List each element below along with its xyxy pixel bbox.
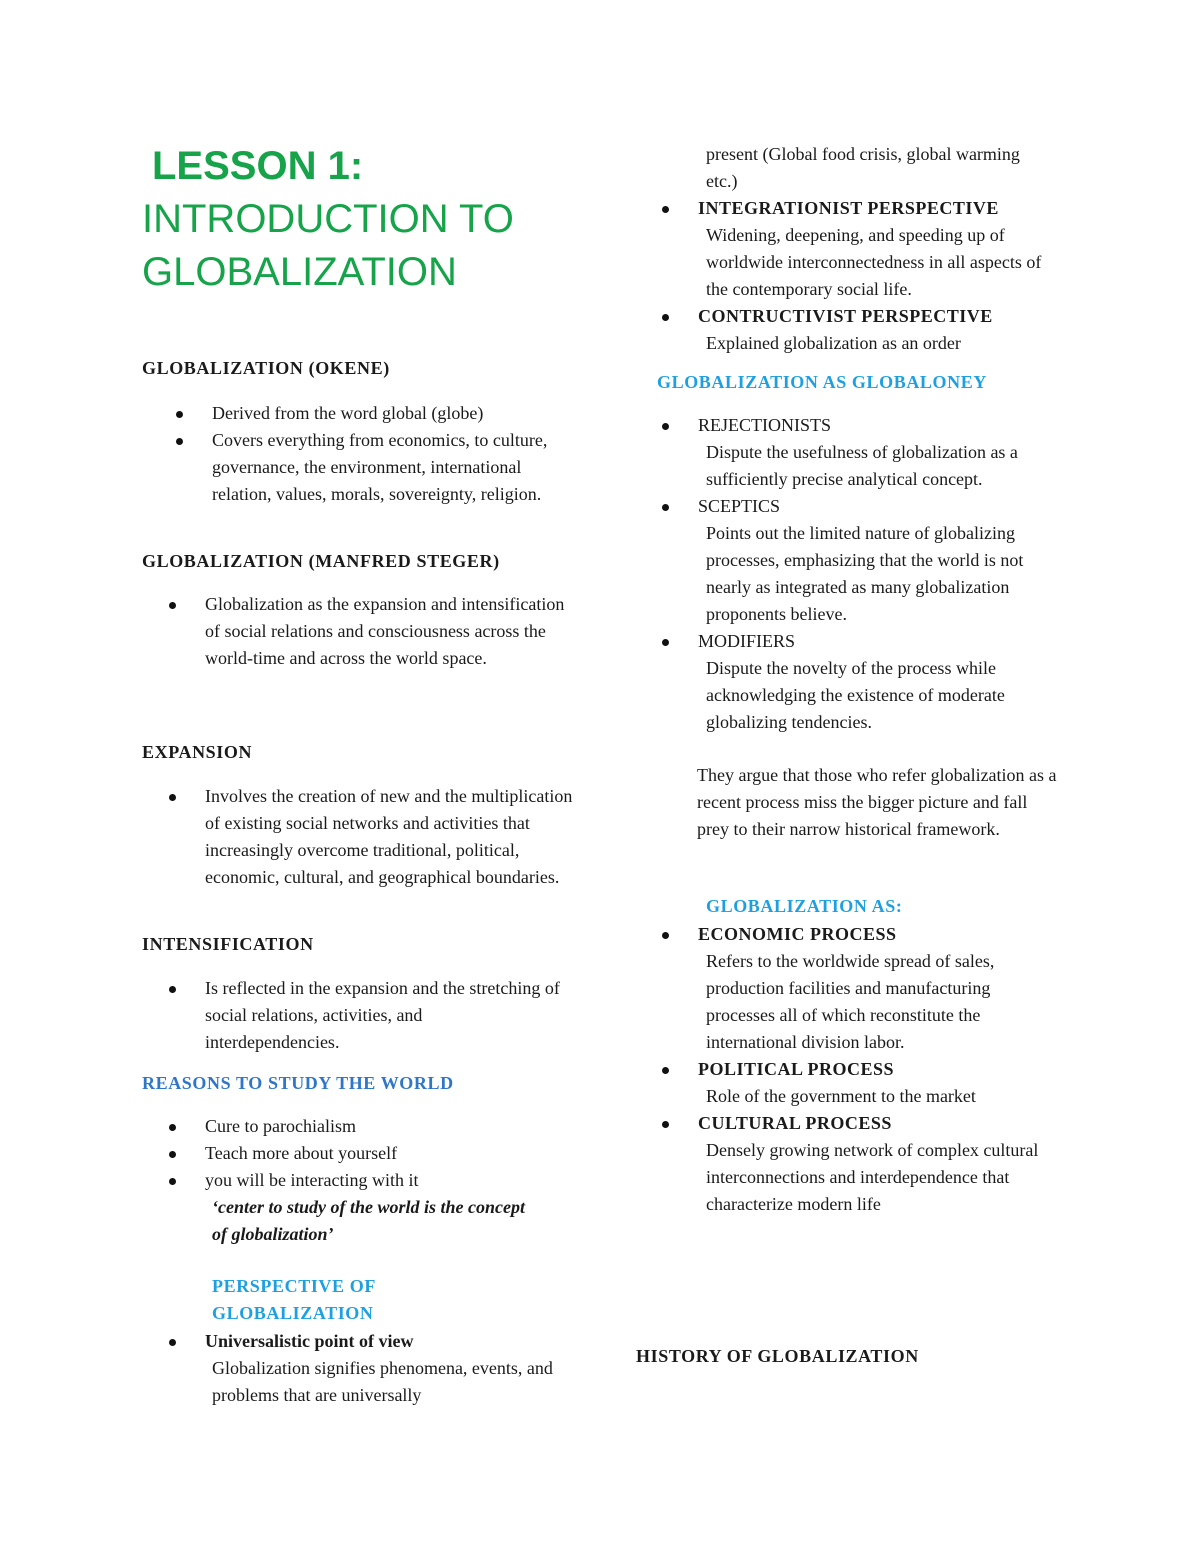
- bullet-icon: [662, 932, 669, 939]
- list-item: REJECTIONISTS Dispute the usefulness of globalization as a sufficiently precise analytical concept.: [698, 412, 1068, 493]
- title-line-3: GLOBALIZATION: [142, 250, 457, 294]
- bullet-icon: [169, 1151, 176, 1158]
- reasons-list: [205, 1113, 570, 1194]
- list-item: Universalistic point of view: [205, 1328, 575, 1355]
- title-line-2: INTRODUCTION TO: [142, 197, 514, 241]
- bullet-icon: [662, 314, 669, 321]
- heading-perspective-line1: PERSPECTIVE OF: [212, 1276, 376, 1296]
- perspectives-list: [698, 195, 1068, 357]
- heading-expansion: EXPANSION: [142, 742, 253, 762]
- bullet-icon: [662, 504, 669, 511]
- list-item: INTEGRATIONIST PERSPECTIVE Widening, deepening, and speeding up of worldwide interconnectedness in all aspects of the contemporary social life.: [698, 195, 1068, 303]
- perspective-list: [205, 1328, 575, 1355]
- list-item: Globalization as the expansion and intensification of social relations and consciousness across the world-time and across the world space.: [205, 591, 570, 672]
- bullet-icon: [662, 1121, 669, 1128]
- heading-reasons: REASONS TO STUDY THE WORLD: [142, 1073, 454, 1093]
- globalization-as-list: [698, 921, 1068, 1218]
- bullet-icon: [662, 423, 669, 430]
- bullet-icon: [169, 602, 176, 609]
- bullet-icon: [169, 986, 176, 993]
- list-item: you will be interacting with it: [205, 1167, 570, 1194]
- bullet-icon: [169, 794, 176, 801]
- list-item: Is reflected in the expansion and the stretching of social relations, activities, and interdependencies.: [205, 975, 560, 1056]
- list-item: Teach more about yourself: [205, 1140, 570, 1167]
- lesson-title: [142, 140, 602, 299]
- list-item: SCEPTICS Points out the limited nature of globalizing processes, emphasizing that the world is not nearly as integrated as many globalization proponents believe.: [698, 493, 1068, 628]
- bullet-icon: [176, 438, 183, 445]
- expansion-list: [205, 783, 575, 891]
- perspective-item-text: Globalization signifies phenomena, events, and problems that are universally: [212, 1358, 553, 1405]
- bullet-icon: [169, 1124, 176, 1131]
- reasons-quote: ‘center to study of the world is the concept of globalization’: [212, 1197, 525, 1244]
- bullet-icon: [662, 206, 669, 213]
- heading-intensification: INTENSIFICATION: [142, 934, 314, 954]
- list-item: Covers everything from economics, to culture, governance, the environment, international relation, values, morals, sovereignty, religion.: [212, 427, 572, 508]
- list-item: POLITICAL PROCESS Role of the government to the market: [698, 1056, 1068, 1110]
- bullet-icon: [176, 411, 183, 418]
- continued-text: present (Global food crisis, global warming etc.): [706, 144, 1020, 191]
- intensification-list: [205, 975, 560, 1056]
- heading-steger: GLOBALIZATION (MANFRED STEGER): [142, 551, 500, 571]
- list-item: Cure to parochialism: [205, 1113, 570, 1140]
- globaloney-after-text: They argue that those who refer globalization as a recent process miss the bigger picture and fall prey to their narrow historical framework.: [697, 765, 1057, 839]
- list-item: Derived from the word global (globe): [212, 400, 572, 427]
- list-item: CONTRUCTIVIST PERSPECTIVE Explained globalization as an order: [698, 303, 1068, 357]
- title-line-1: LESSON 1:: [152, 144, 364, 188]
- list-item: MODIFIERS Dispute the novelty of the process while acknowledging the existence of moderate globalizing tendencies.: [698, 628, 1068, 736]
- steger-list: [205, 591, 570, 672]
- heading-perspective-line2: GLOBALIZATION: [212, 1303, 374, 1323]
- bullet-icon: [169, 1339, 176, 1346]
- heading-globalization-as: GLOBALIZATION AS:: [706, 896, 903, 916]
- globaloney-list: [698, 412, 1068, 736]
- heading-okene: GLOBALIZATION (OKENE): [142, 358, 390, 378]
- list-item: CULTURAL PROCESS Densely growing network of complex cultural interconnections and interdependence that characterize modern life: [698, 1110, 1068, 1218]
- heading-globaloney: GLOBALIZATION AS GLOBALONEY: [657, 372, 987, 392]
- list-item: ECONOMIC PROCESS Refers to the worldwide spread of sales, production facilities and manufacturing processes all of which reconstitute the international division labor.: [698, 921, 1068, 1056]
- bullet-icon: [662, 639, 669, 646]
- list-item: Involves the creation of new and the multiplication of existing social networks and activities that increasingly overcome traditional, political, economic, cultural, and geographical boundaries.: [205, 783, 575, 891]
- bullet-icon: [662, 1067, 669, 1074]
- heading-history: HISTORY OF GLOBALIZATION: [636, 1346, 919, 1366]
- bullet-icon: [169, 1178, 176, 1185]
- okene-list: [212, 400, 572, 508]
